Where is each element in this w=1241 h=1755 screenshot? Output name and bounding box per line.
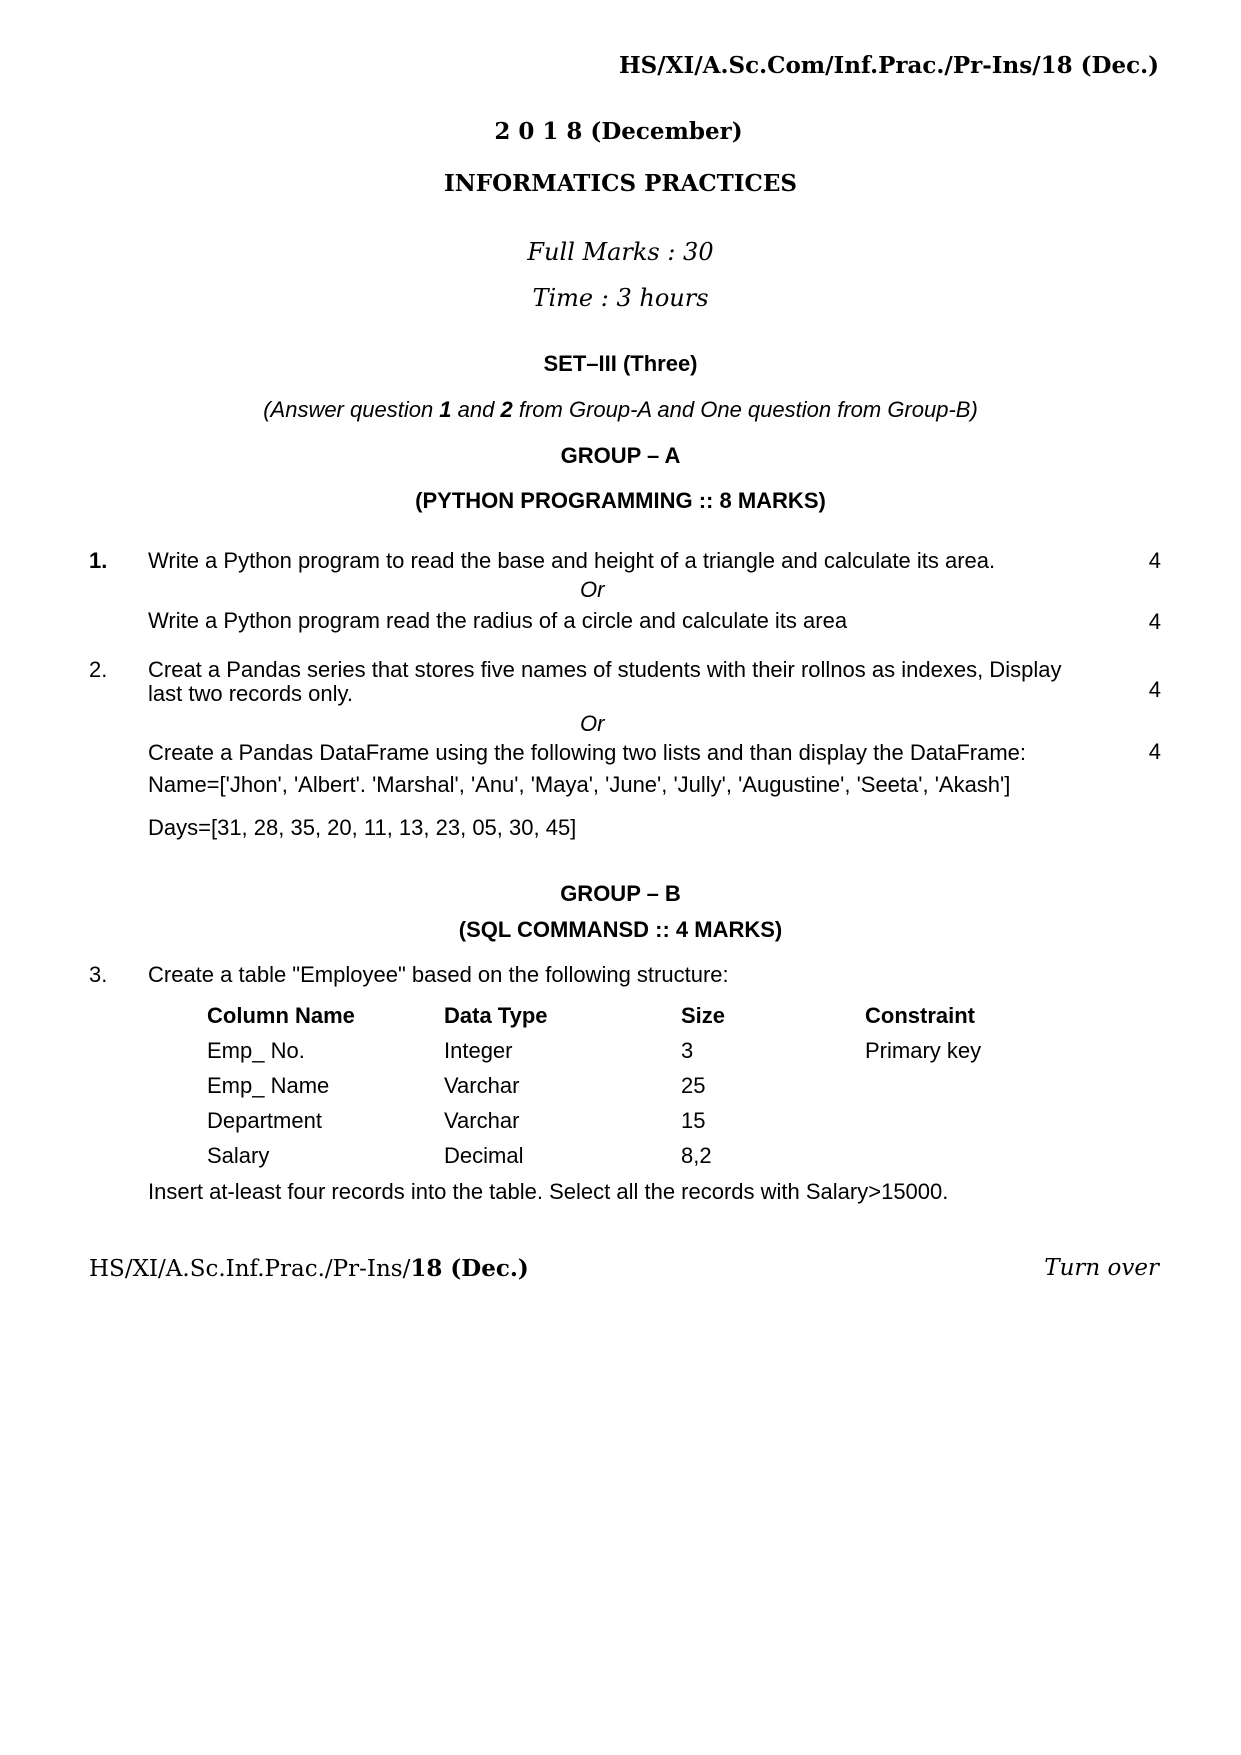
- question-2-days-list: Days=[31, 28, 35, 20, 11, 13, 23, 05, 30, 45]: [148, 815, 577, 840]
- group-a-title: GROUP – A: [560, 443, 681, 468]
- instruction-part-3: from Group-A and One question from Group-B): [512, 397, 978, 422]
- footer-code-bold: 18 (Dec.): [410, 1255, 529, 1282]
- full-marks: Full Marks : 30: [527, 238, 714, 266]
- table-cell: Decimal: [444, 1143, 524, 1168]
- table-cell: Emp_ Name: [207, 1073, 330, 1098]
- question-1-marks-b: 4: [1148, 609, 1161, 634]
- question-1-number: 1.: [89, 548, 108, 573]
- question-1-text-b: Write a Python program read the radius of a circle and calculate its area: [148, 608, 848, 633]
- question-2-or: Or: [580, 711, 605, 736]
- table-cell: Salary: [207, 1143, 270, 1168]
- instruction-part-1: (Answer question: [263, 397, 440, 422]
- subject-title: INFORMATICS PRACTICES: [444, 170, 797, 197]
- group-b-subtitle: (SQL COMMANSD :: 4 MARKS): [458, 917, 783, 942]
- question-2-marks-a: 4: [1148, 677, 1161, 702]
- instruction-num-1: 1: [439, 397, 452, 422]
- table-cell: Emp_ No.: [207, 1038, 305, 1063]
- question-3-footer: Insert at-least four records into the table. Select all the records with Salary>15000.: [148, 1179, 949, 1204]
- table-cell: Primary key: [865, 1038, 982, 1063]
- table-header-size: Size: [681, 1003, 726, 1028]
- table-cell: Department: [207, 1108, 322, 1133]
- question-3-text: Create a table "Employee" based on the following structure:: [148, 962, 729, 987]
- exam-year: [0, 118, 1241, 145]
- question-1-marks-a: 4: [1148, 548, 1161, 573]
- table-cell: Varchar: [444, 1073, 520, 1098]
- question-2-names-list: Name=['Jhon', 'Albert'. 'Marshal', 'Anu', 'Maya', 'June', 'Jully', 'Augustine', 'Seeta', 'Akash']: [148, 772, 1011, 797]
- instruction-part-2: and: [451, 397, 501, 422]
- table-header-constraint: Constraint: [865, 1003, 975, 1028]
- table-cell: Varchar: [444, 1108, 520, 1133]
- question-3-number: 3.: [89, 962, 108, 987]
- question-2-text-b: Create a Pandas DataFrame using the following two lists and than display the DataFrame:: [148, 740, 1027, 765]
- answer-instruction: [0, 397, 1241, 423]
- group-b-title: GROUP – B: [560, 881, 681, 906]
- table-header-data-type: Data Type: [444, 1003, 548, 1028]
- turn-over-label: Turn over: [1044, 1255, 1159, 1281]
- question-2-text-a-line1: Creat a Pandas series that stores five names of students with their rollnos as indexes, Display: [148, 657, 1062, 682]
- time-allowed: Time : 3 hours: [532, 284, 709, 312]
- group-a-subtitle: (PYTHON PROGRAMMING :: 8 MARKS): [415, 488, 826, 513]
- instruction-num-2: 2: [500, 397, 513, 422]
- question-2-text-a-line2: last two records only.: [148, 681, 354, 706]
- table-cell: 3: [681, 1038, 694, 1063]
- question-1-text-a: Write a Python program to read the base and height of a triangle and calculate its area.: [148, 548, 996, 573]
- paper-code: HS/XI/A.Sc.Com/Inf.Prac./Pr-Ins/18 (Dec.): [618, 52, 1159, 79]
- footer-code-plain: HS/XI/A.Sc.Inf.Prac./Pr-Ins/: [89, 1256, 411, 1282]
- table-cell: Integer: [444, 1038, 513, 1063]
- footer-code: [89, 1255, 529, 1282]
- question-2-marks-b: 4: [1148, 739, 1161, 764]
- question-1-or: Or: [580, 577, 605, 602]
- table-cell: 8,2: [681, 1143, 712, 1168]
- table-header-column-name: Column Name: [207, 1003, 355, 1028]
- table-cell: 15: [681, 1108, 706, 1133]
- exam-year-text: 2 0 1 8 (December): [494, 118, 743, 145]
- set-label: SET–III (Three): [543, 351, 698, 376]
- table-cell: 25: [681, 1073, 706, 1098]
- question-2-number: 2.: [89, 657, 108, 682]
